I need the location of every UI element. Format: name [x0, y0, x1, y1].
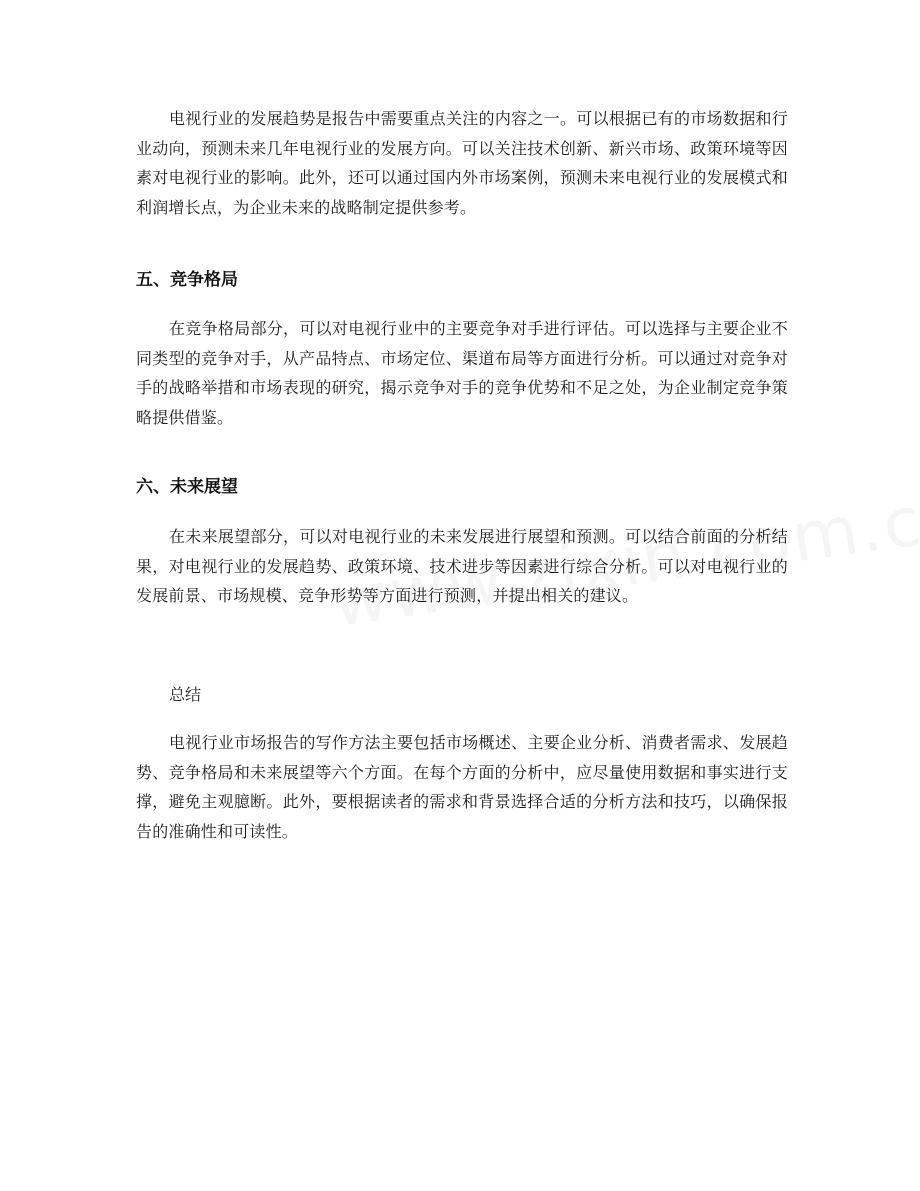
outlook-heading: 六、未来展望 [136, 477, 238, 497]
summary-label: 总结 [169, 685, 202, 704]
competition-heading: 五、竞争格局 [136, 270, 238, 290]
competition-section [136, 314, 788, 432]
summary-label-block [136, 683, 788, 707]
competition-heading-block [136, 268, 788, 292]
trend-paragraph: 电视行业的发展趋势是报告中需要重点关注的内容之一。可以根据已有的市场数据和行业动向，预测未来几年电视行业的发展方向。可以关注技术创新、新兴市场、政策环境等因素对电视行业的影响。此外，还可以通过国内外市场案例，预测未来电视行业的发展模式和利润增长点，为企业未来的战略制定提供参考。 [136, 109, 788, 217]
competition-paragraph: 在竞争格局部分，可以对电视行业中的主要竞争对手进行评估。可以选择与主要企业不同类型的竞争对手，从产品特点、市场定位、渠道布局等方面进行分析。可以通过对竞争对手的战略举措和市场表现的研究，揭示竞争对手的竞争优势和不足之处，为企业制定竞争策略提供借鉴。 [136, 319, 788, 427]
outlook-section [136, 522, 788, 611]
outlook-paragraph: 在未来展望部分，可以对电视行业的未来发展进行展望和预测。可以结合前面的分析结果，对电视行业的发展趋势、政策环境、技术进步等因素进行综合分析。可以对电视行业的发展前景、市场规模、竞争形势等方面进行预测，并提出相关的建议。 [136, 527, 788, 605]
summary-section [136, 728, 788, 846]
summary-paragraph: 电视行业市场报告的写作方法主要包括市场概述、主要企业分析、消费者需求、发展趋势、竞争格局和未来展望等六个方面。在每个方面的分析中，应尽量使用数据和事实进行支撑，避免主观臆断。此外，要根据读者的需求和背景选择合适的分析方法和技巧，以确保报告的准确性和可读性。 [136, 733, 788, 841]
trend-section [136, 104, 788, 222]
outlook-heading-block [136, 475, 788, 499]
